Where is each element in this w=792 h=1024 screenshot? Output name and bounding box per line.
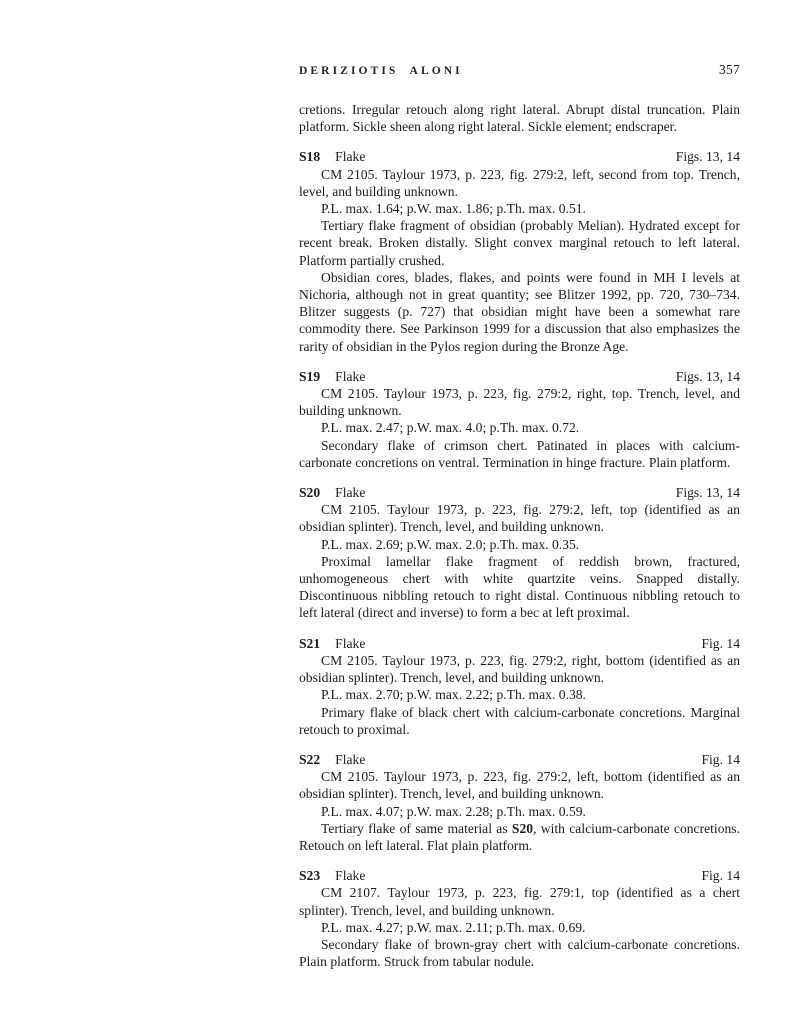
entry-figure-ref: Fig. 14 [701, 868, 740, 884]
entry-citation: CM 2105. Taylour 1973, p. 223, fig. 279:2, left, bottom (identified as an obsidian splinter). Trench, level, and building unknown. [299, 769, 740, 802]
entry-id: S21 [299, 635, 321, 651]
entry-heading [299, 148, 740, 165]
entry-citation: CM 2107. Taylour 1973, p. 223, fig. 279:1, top (identified as a chert splinter). Trench, level, and building unknown. [299, 885, 740, 918]
entry-description: Tertiary flake fragment of obsidian (probably Melian). Hydrated except for recent break. Broken distally. Slight convex marginal retouch to left lateral. Platform partially crushed. [299, 218, 740, 268]
cross-reference: S20 [511, 820, 534, 836]
entry-id: S19 [299, 368, 321, 384]
entry-measurements: P.L. max. 4.07; p.W. max. 2.28; p.Th. max. 0.59. [321, 803, 586, 819]
entry-description: Primary flake of black chert with calcium-carbonate concretions. Marginal retouch to proximal. [299, 704, 740, 737]
entry-measurements: P.L. max. 4.27; p.W. max. 2.11; p.Th. max. 0.69. [321, 919, 586, 935]
entry-figure-ref: Figs. 13, 14 [675, 368, 740, 384]
entry-type: Flake [335, 635, 366, 651]
entry-figure-ref: Fig. 14 [701, 751, 740, 767]
entry-type: Flake [335, 368, 366, 384]
running-head-title: DERIZIOTIS ALONI [299, 65, 463, 77]
entry-heading [299, 867, 740, 884]
entry-figure-ref: Figs. 13, 14 [675, 485, 740, 501]
entry-type: Flake [335, 149, 366, 165]
continuation-paragraph: cretions. Irregular retouch along right lateral. Abrupt distal truncation. Plain platform. Sickle sheen along right lateral. Sickle element; endscraper. [299, 102, 740, 135]
entry-note: Obsidian cores, blades, flakes, and points were found in MH I levels at Nichoria, although not in great quantity; see Blitzer 1992, pp. 720, 730–734. Blitzer suggests (p. 727) that obsidian might have been a somewhat rare commodity there. See Parkinson 1999 for a discussion that also emphasizes the rarity of obsidian in the Pylos region during the Bronze Age. [299, 269, 740, 354]
entry-citation: CM 2105. Taylour 1973, p. 223, fig. 279:2, left, top (identified as an obsidian splinter). Trench, level, and building unknown. [299, 502, 740, 535]
entry-measurements: P.L. max. 2.69; p.W. max. 2.0; p.Th. max. 0.35. [321, 536, 580, 552]
description-text: Tertiary flake of same material as [321, 820, 512, 836]
catalog-entry-s20 [299, 484, 740, 622]
entry-type: Flake [335, 485, 366, 501]
entry-citation: CM 2105. Taylour 1973, p. 223, fig. 279:2, right, top. Trench, level, and building unknown. [299, 386, 740, 419]
page-number: 357 [718, 62, 740, 77]
entry-measurements: P.L. max. 2.70; p.W. max. 2.22; p.Th. max. 0.38. [321, 687, 586, 703]
entry-heading [299, 368, 740, 385]
entry-description [299, 820, 740, 854]
running-head [299, 62, 740, 78]
text-column [299, 62, 740, 970]
entry-description: Secondary flake of brown-gray chert with calcium-carbonate concretions. Plain platform. Struck from tabular nodule. [299, 936, 740, 970]
catalog-entry-s23 [299, 867, 740, 970]
entry-heading [299, 635, 740, 652]
catalog-entry-s19 [299, 368, 740, 471]
entry-measurements: P.L. max. 2.47; p.W. max. 4.0; p.Th. max. 0.72. [321, 420, 580, 436]
catalog-entry-s22 [299, 751, 740, 854]
description-text: , with calcium-carbonate concretions. Retouch on left lateral. Flat plain platform. [299, 820, 740, 853]
entry-measurements: P.L. max. 1.64; p.W. max. 1.86; p.Th. max. 0.51. [321, 201, 586, 217]
catalog-entry-s21 [299, 635, 740, 738]
entry-description: Proximal lamellar flake fragment of reddish brown, fractured, unhomogeneous chert with white quartzite veins. Snapped distally. Discontinuous nibbling retouch to right distal. Continuous nibbling retouch to left lateral (direct and inverse) to form a bec at left proximal. [299, 553, 740, 621]
entry-description: Secondary flake of crimson chert. Patinated in places with calcium-carbonate concretions on ventral. Termination in hinge fracture. Plain platform. [299, 437, 740, 470]
entry-citation: CM 2105. Taylour 1973, p. 223, fig. 279:2, right, bottom (identified as an obsidian splinter). Trench, level, and building unknown. [299, 652, 740, 686]
entry-type: Flake [335, 868, 366, 884]
entry-type: Flake [335, 751, 366, 767]
entry-citation: CM 2105. Taylour 1973, p. 223, fig. 279:2, left, second from top. Trench, level, and building unknown. [299, 166, 740, 199]
entry-id: S20 [299, 485, 321, 501]
entry-id: S18 [299, 149, 321, 165]
entry-id: S23 [299, 868, 321, 884]
catalog-entry-s18 [299, 148, 740, 354]
entry-figure-ref: Figs. 13, 14 [675, 149, 740, 165]
entry-figure-ref: Fig. 14 [701, 635, 740, 651]
entry-heading [299, 751, 740, 768]
body-text [299, 101, 740, 970]
entry-heading [299, 484, 740, 501]
entry-id: S22 [299, 751, 321, 767]
